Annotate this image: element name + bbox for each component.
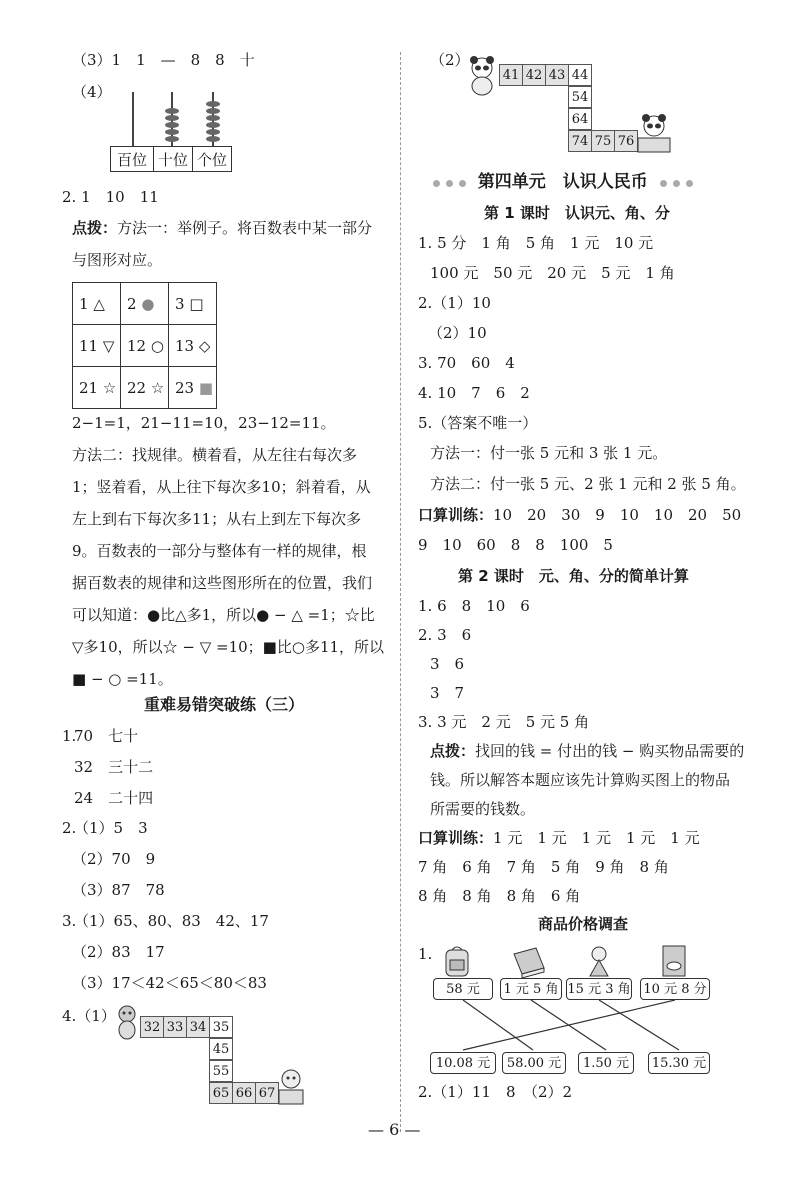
dot-decoration [430,173,469,191]
filled-circle-icon: ● [141,294,155,313]
answer-4-1-label: 4.（1） [62,1007,116,1025]
answer-line: （2）70 9 [72,850,156,868]
inverted-triangle-icon: ▽ [102,336,115,355]
answer-line: （3）87 78 [72,881,165,899]
unit-header [430,172,696,192]
place-hundreds: 百位 [110,146,154,172]
soap-box-icon [660,944,688,978]
book-icon [510,946,546,978]
place-ones: 个位 [192,146,232,172]
question-number: 2. [62,819,77,837]
price-tag: 1.50 元 [578,1052,634,1074]
survey-title: 商品价格调查 [538,915,629,933]
hint-text: 钱。所以解答本题应该先计算购买图上的物品 [430,771,731,789]
method-2-line: ■ − ○ =11。 [72,670,173,688]
answer-line: （3）17＜42＜65＜80＜83 [72,974,267,992]
method-2-line: 可以知道：●比△多1，所以● − △ =1；☆比 [72,606,375,624]
answer-line: 2. 3 6 [418,626,472,644]
method-2-line: ▽多10，所以☆ − ▽ =10；■比○多11，所以 [72,638,385,656]
lesson-2-title: 第 2 课时 元、角、分的简单计算 [458,567,689,585]
chart-cell: 67 [255,1082,279,1104]
chart-cell: 54 [568,86,592,108]
answer-line: 3 6 [430,655,465,673]
answer-line: （2）10 [428,324,487,342]
answer-line: 1. 5 分 1 角 5 角 1 元 10 元 [418,234,654,252]
answer-line: （2）83 17 [72,943,165,961]
hint-text: 找回的钱 = 付出的钱 − 购买物品需要的 [475,742,745,760]
triangle-icon: △ [93,294,105,313]
chart-cell: 43 [545,64,569,86]
oral-answers: 10 20 30 9 10 10 20 50 [493,506,742,524]
chart-cell: 76 [614,130,638,152]
puppy-icon [276,1068,306,1106]
answer-line: 2.（1）10 [418,294,491,312]
lesson-1-title: 第 1 课时 认识元、角、分 [484,204,670,222]
hint-label: 点拨： [430,742,476,760]
method-2-line: 9。百数表的一部分与整体有一样的规律，根 [72,542,367,560]
unit-title: 第四单元 认识人民币 [477,172,648,192]
chart-cell: 41 [499,64,523,86]
oral-answers: 8 角 8 角 8 角 6 角 [418,887,581,905]
square-icon: □ [189,294,204,313]
question-number: 1. [62,727,77,745]
hint-label: 点拨： [72,219,118,237]
chart-cell: 75 [591,130,615,152]
hint-text: 与图形对应。 [72,251,163,269]
answer-line: 1. 6 8 10 6 [418,597,530,615]
answer-line: 2.（1）11 8 （2）2 [418,1083,573,1101]
answer-line: （1）65、80、83 42、17 [74,912,269,930]
column-divider [400,52,401,1132]
answer-4-label: （4） [72,83,112,101]
oral-answers: 1 元 1 元 1 元 1 元 1 元 [493,829,700,847]
oral-practice-label: 口算训练： [418,829,494,847]
chart-cell: 55 [209,1060,233,1082]
answer-line: 4. 10 7 6 2 [418,384,530,402]
chart-cell: 44 [568,64,592,86]
place-tens: 十位 [153,146,193,172]
doll-icon [582,944,616,978]
chart-cell: 35 [209,1016,233,1038]
circle-icon: ○ [150,336,164,355]
price-tag: 58.00 元 [502,1052,566,1074]
price-tag: 10.08 元 [430,1052,496,1074]
answer-3: （3）1 1 — 8 8 十 [72,51,255,69]
method-2-line: 左上到右下每次多11；从右上到左下每次多 [72,510,362,528]
backpack-icon [440,944,474,978]
answer-line: （1）5 3 [74,819,148,837]
answer-2-label: （2） [430,51,470,69]
matching-lines [420,1000,720,1055]
answer-line: 100 元 50 元 20 元 5 元 1 角 [430,264,675,282]
star-icon: ☆ [102,378,117,397]
answer-line: 3. 70 60 4 [418,354,515,372]
price-tag: 15 元 3 角 [566,978,632,1000]
panda-icon [636,114,672,154]
section-title: 重难易错突破练（三） [144,695,305,714]
chart-cell: 74 [568,130,592,152]
diamond-icon: ◇ [198,336,211,355]
method-2-line: 1；竖着看，从上往下每次多10；斜着看，从 [72,478,371,496]
chart-cell: 42 [522,64,546,86]
method-2-line: 据百数表的规律和这些图形所在的位置，我们 [72,574,373,592]
answer-line: 5.（答案不唯一） [418,414,538,432]
chart-cell: 64 [568,108,592,130]
price-tag: 1 元 5 角 [500,978,562,1000]
price-tag: 58 元 [433,978,493,1000]
answer-line: 方法一：付一张 5 元和 3 张 1 元。 [430,444,668,462]
price-tag: 10 元 8 分 [640,978,710,1000]
question-number: 3. [62,912,77,930]
price-tag: 15.30 元 [648,1052,710,1074]
answer-2: 2. 1 10 11 [62,188,159,206]
page-number: — 6 — [368,1120,421,1139]
dot-decoration [657,173,696,191]
method-2-line: 方法二：找规律。横着看，从左往右每次多 [72,446,358,464]
panda-icon [466,56,500,96]
answer-line: 3 7 [430,684,465,702]
answer-line: 70 七十 [74,727,139,745]
star-icon: ☆ [150,378,165,397]
answer-line: 24 二十四 [74,789,154,807]
hundred-chart-table: 1 △ 2 ● 3 □ 11 ▽ 12 ○ 13 ◇ 21 ☆ 22 ☆ 23 ■ [72,282,217,409]
chart-cell: 32 [140,1016,164,1038]
monkey-icon [114,1004,140,1040]
equation-line: 2−1=1，21−11=10，23−12=11。 [72,414,336,432]
chart-cell: 34 [186,1016,210,1038]
question-number: 1. [418,945,433,963]
answer-line: 3. 3 元 2 元 5 元 5 角 [418,713,590,731]
answer-line: 方法二：付一张 5 元、2 张 1 元和 2 张 5 角。 [430,475,746,493]
chart-cell: 65 [209,1082,233,1104]
chart-cell: 33 [163,1016,187,1038]
oral-answers: 7 角 6 角 7 角 5 角 9 角 8 角 [418,858,669,876]
chart-cell: 45 [209,1038,233,1060]
oral-practice-label: 口算训练： [418,506,494,524]
hint-text: 方法一：举例子。将百数表中某一部分 [117,219,373,237]
oral-answers: 9 10 60 8 8 100 5 [418,536,613,554]
hint-text: 所需要的钱数。 [430,800,536,818]
chart-cell: 66 [232,1082,256,1104]
answer-line: 32 三十二 [74,758,154,776]
filled-square-icon: ■ [198,378,214,397]
